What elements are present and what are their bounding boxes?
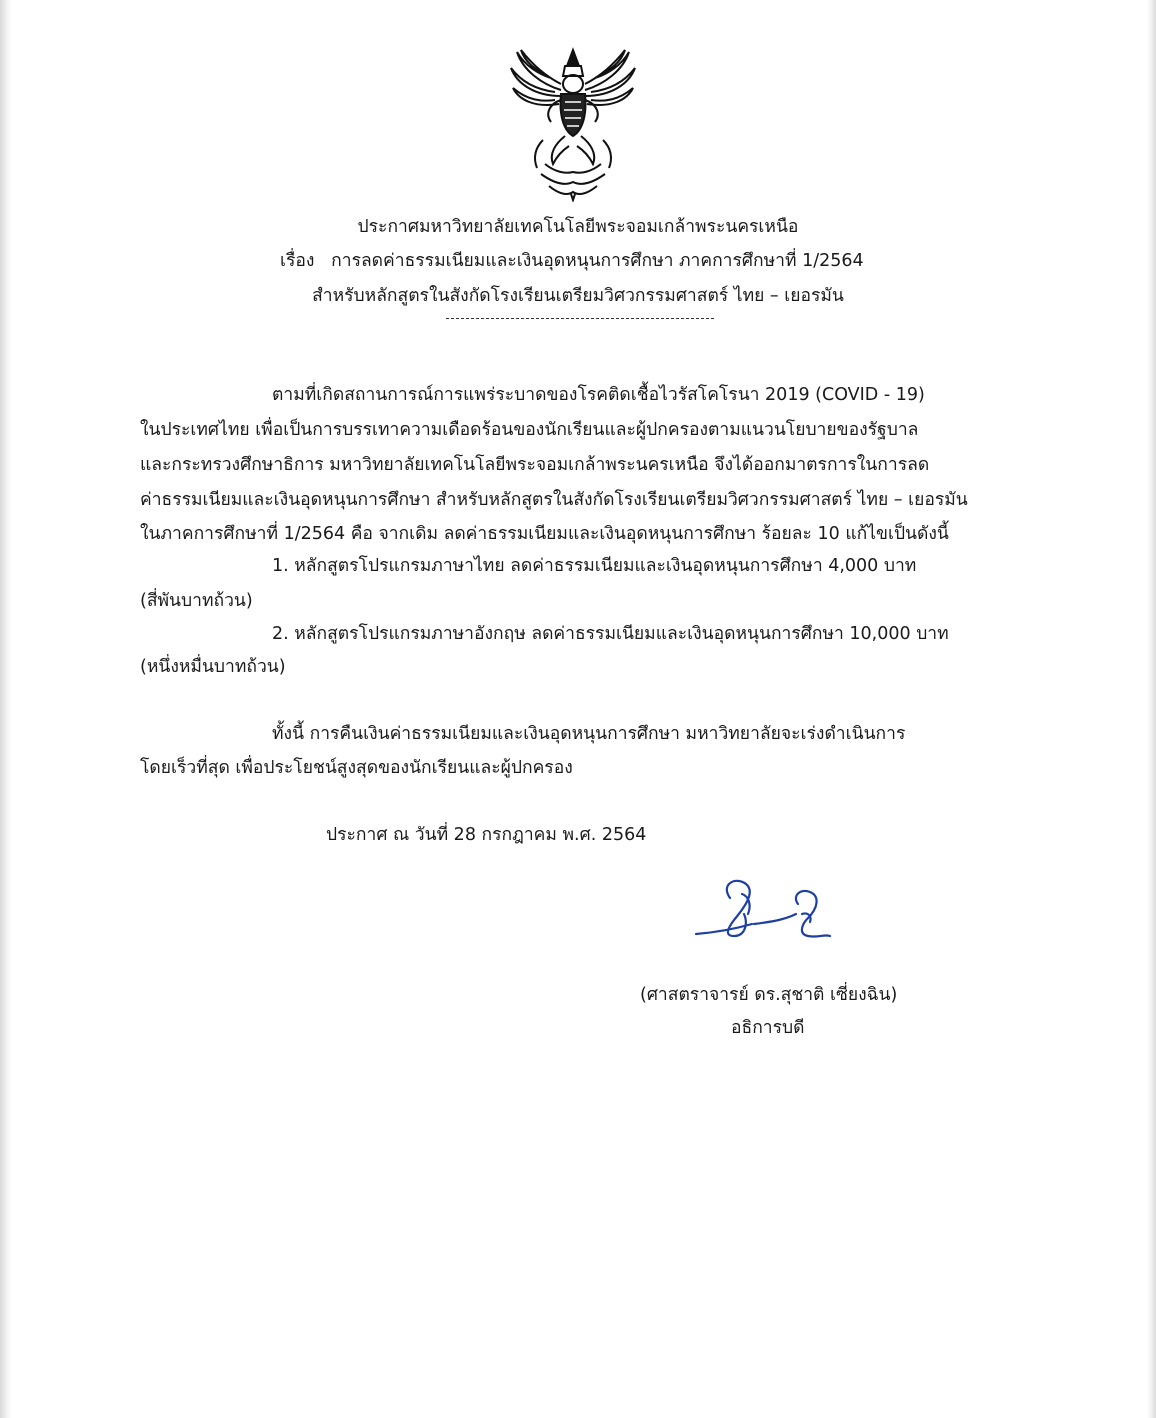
announcement-date: ประกาศ ณ วันที่ 28 กรกฎาคม พ.ศ. 2564 xyxy=(326,825,647,845)
announcement-scope: สำหรับหลักสูตรในสังกัดโรงเรียนเตรียมวิศวกรรมศาสตร์ ไทย – เยอรมัน xyxy=(312,286,844,306)
reduction-item-english-program: 2. หลักสูตรโปรแกรมภาษาอังกฤษ ลดค่าธรรมเนียมและเงินอุดหนุนการศึกษา 10,000 บาท xyxy=(272,624,949,644)
signatory-name: (ศาสตราจารย์ ดร.สุชาติ เซี่ยงฉิน) xyxy=(640,985,898,1005)
subject-label: เรื่อง xyxy=(280,251,315,271)
announcement-issuer: ประกาศมหาวิทยาลัยเทคโนโลยีพระจอมเกล้าพระนครเหนือ xyxy=(357,217,799,237)
signatory-title: อธิการบดี xyxy=(731,1018,805,1038)
paragraph-1-line-4: ค่าธรรมเนียมและเงินอุดหนุนการศึกษา สำหรับหลักสูตรในสังกัดโรงเรียนเตรียมวิศวกรรมศาสตร์ ไทย – เยอรมัน xyxy=(140,490,968,510)
paragraph-2-line-1: ทั้งนี้ การคืนเงินค่าธรรมเนียมและเงินอุดหนุนการศึกษา มหาวิทยาลัยจะเร่งดำเนินการ xyxy=(272,724,906,744)
paragraph-1-line-3: และกระทรวงศึกษาธิการ มหาวิทยาลัยเทคโนโลยีพระจอมเกล้าพระนครเหนือ จึงได้ออกมาตรการในการลด xyxy=(140,455,930,475)
signature-icon xyxy=(690,874,840,954)
reduction-item-thai-amount-words: (สี่พันบาทถ้วน) xyxy=(140,591,253,611)
reduction-item-thai-program: 1. หลักสูตรโปรแกรมภาษาไทย ลดค่าธรรมเนียมและเงินอุดหนุนการศึกษา 4,000 บาท xyxy=(272,556,917,576)
subject-text: การลดค่าธรรมเนียมและเงินอุดหนุนการศึกษา ภาคการศึกษาที่ 1/2564 xyxy=(331,251,864,271)
reduction-item-english-amount-words: (หนึ่งหมื่นบาทถ้วน) xyxy=(140,657,286,677)
paragraph-1-line-5: ในภาคการศึกษาที่ 1/2564 คือ จากเดิม ลดค่าธรรมเนียมและเงินอุดหนุนการศึกษา ร้อยละ 10 แก้ไขเป็นดังนี้ xyxy=(140,524,949,544)
announcement-subject xyxy=(280,246,980,274)
paragraph-1-line-2: ในประเทศไทย เพื่อเป็นการบรรเทาความเดือดร้อนของนักเรียนและผู้ปกครองตามแนวนโยบายของรัฐบาล xyxy=(140,420,919,440)
header-divider xyxy=(446,318,714,319)
garuda-emblem-icon xyxy=(505,44,641,202)
paragraph-1-line-1: ตามที่เกิดสถานการณ์การแพร่ระบาดของโรคติดเชื้อไวรัสโคโรนา 2019 (COVID - 19) xyxy=(272,385,925,405)
paragraph-2-line-2: โดยเร็วที่สุด เพื่อประโยชน์สูงสุดของนักเรียนและผู้ปกครอง xyxy=(140,758,573,778)
